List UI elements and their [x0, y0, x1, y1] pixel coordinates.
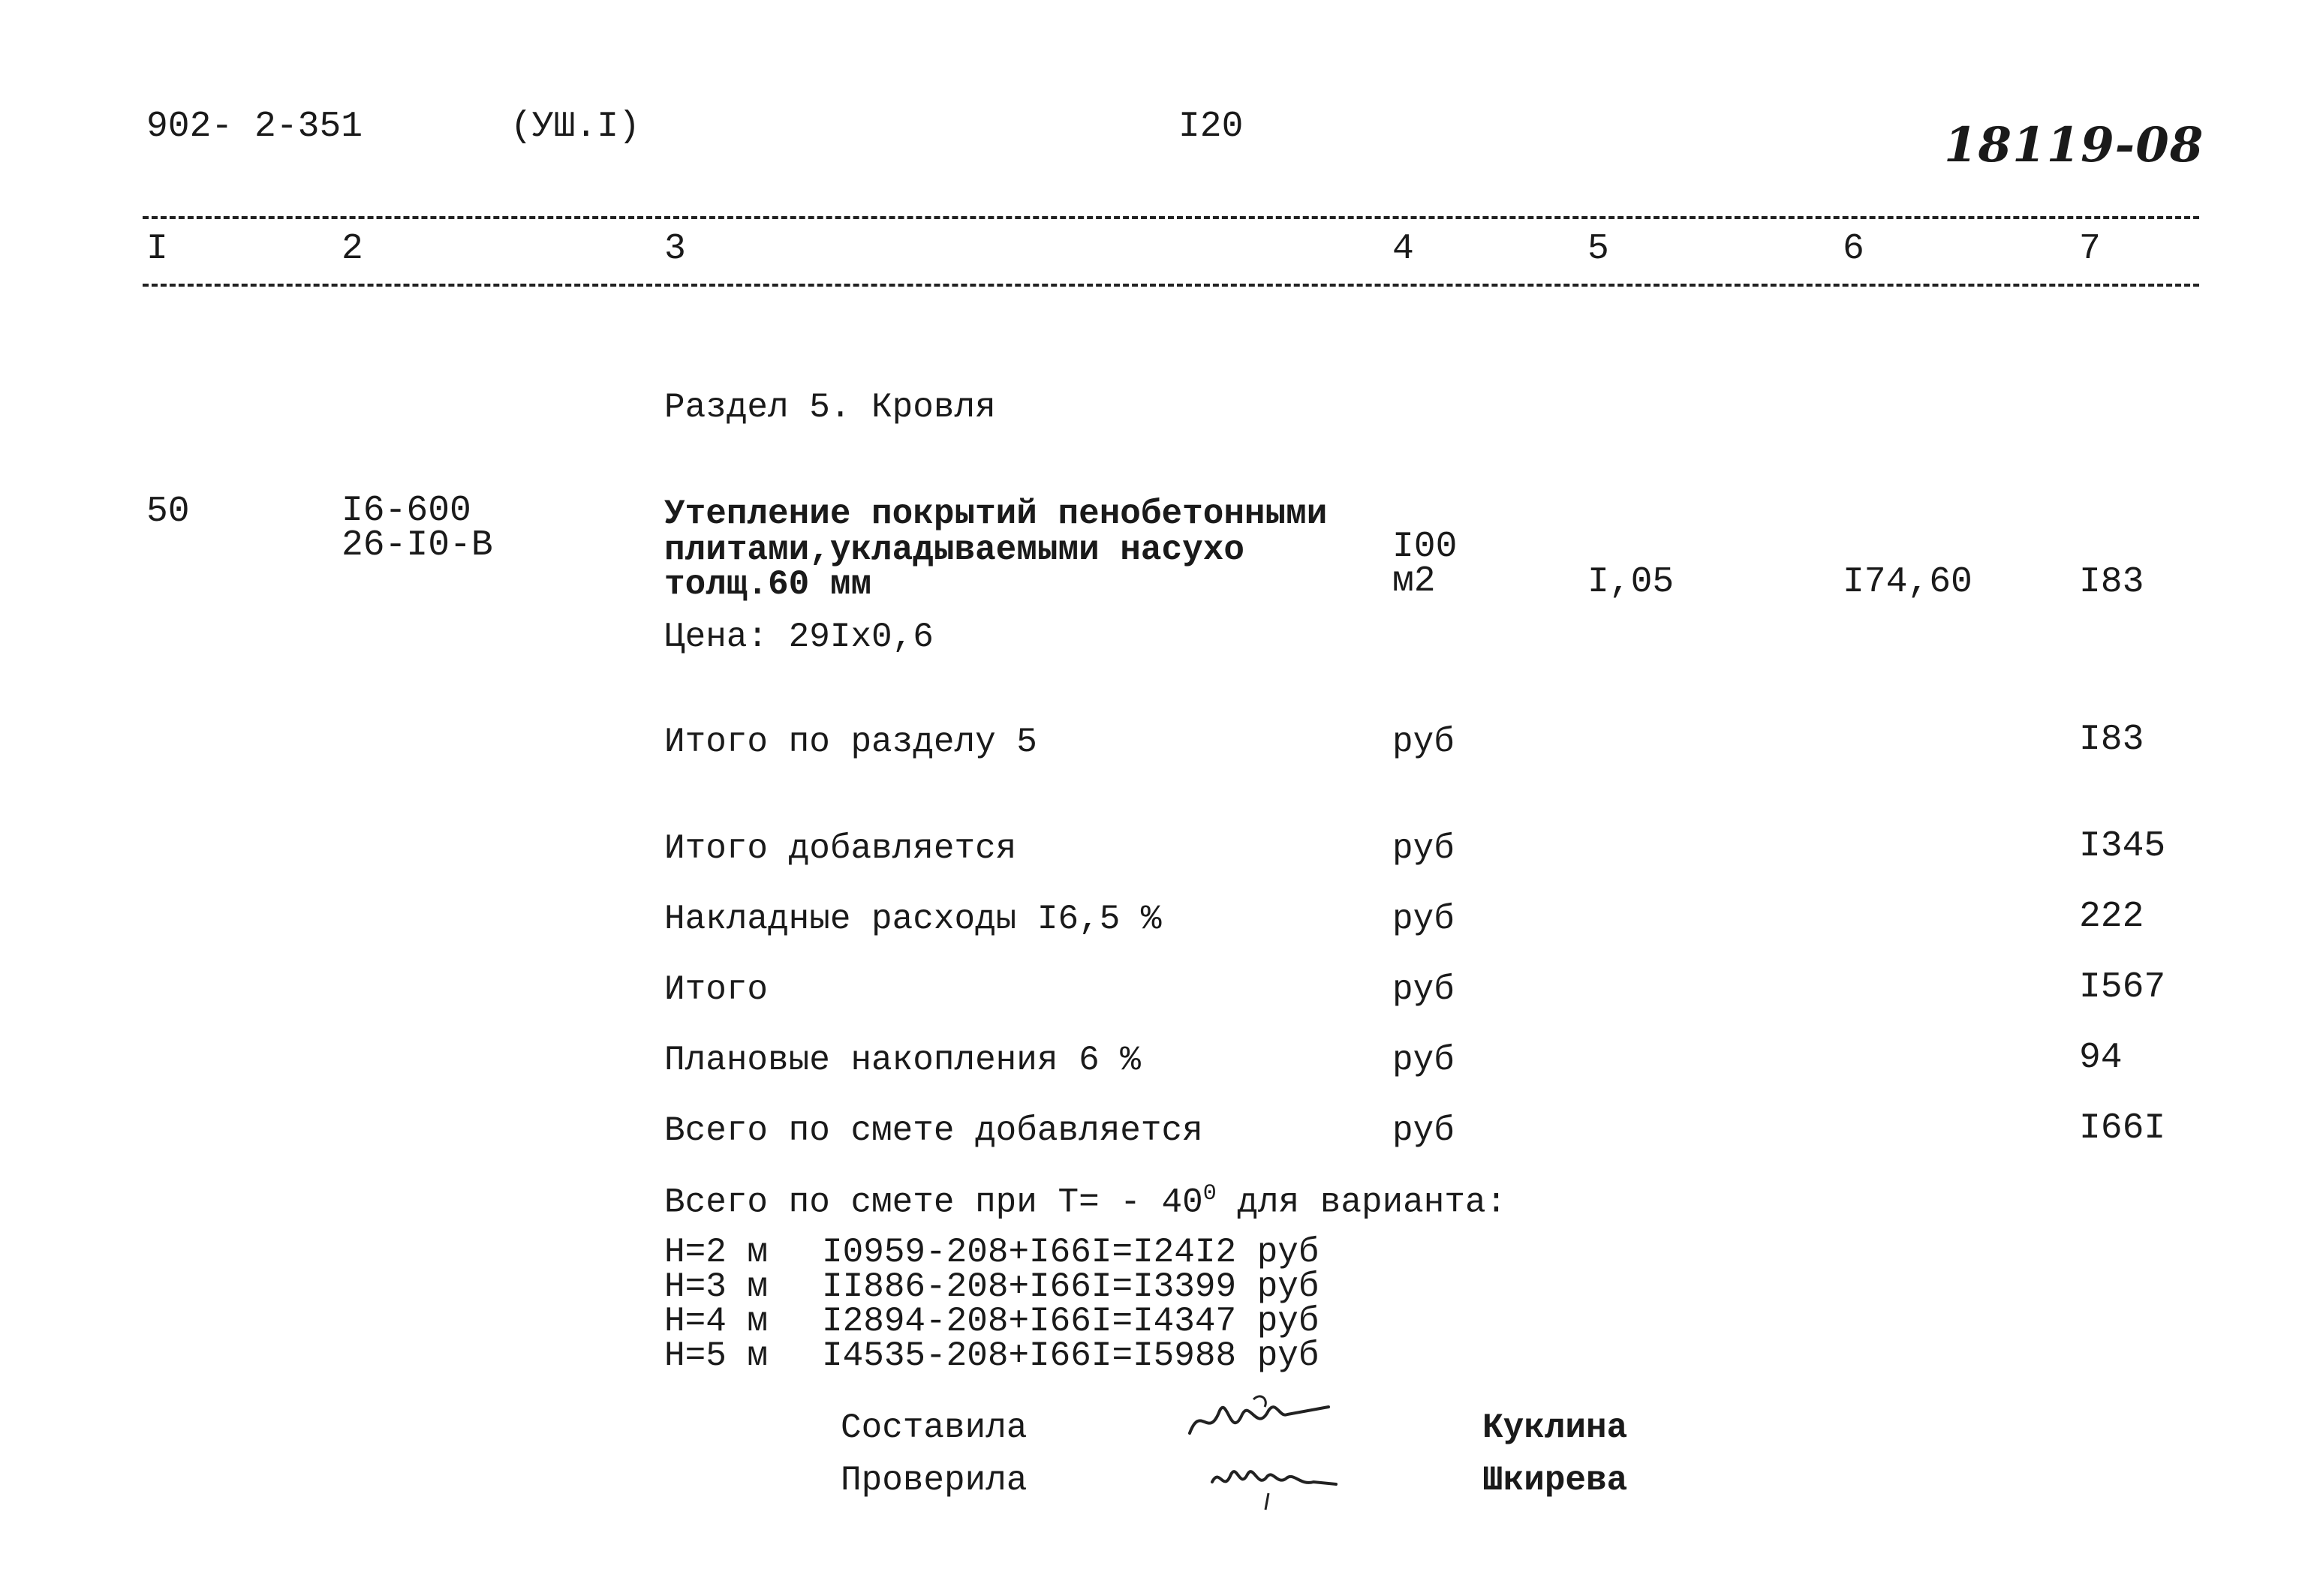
- column-4-header: 4: [1392, 229, 1414, 269]
- column-3-header: 3: [664, 229, 686, 269]
- summary-label-subtotal: Итого: [664, 970, 769, 1009]
- summary-label-planned-savings: Плановые накопления 6 %: [664, 1041, 1141, 1080]
- variant-height: Н=3 м: [664, 1267, 769, 1306]
- variant-calculation: I0959-208+I66I=I24I2 руб: [822, 1233, 1320, 1272]
- item-description-line2: плитами,укладываемыми насухо: [664, 530, 1244, 570]
- compiled-by-name: Куклина: [1482, 1408, 1628, 1447]
- summary-value: I66I: [2079, 1108, 2166, 1149]
- checked-by-name: Шкирева: [1482, 1461, 1628, 1500]
- summary-value: I345: [2079, 826, 2166, 867]
- variant-calculation: II886-208+I66I=I3399 руб: [822, 1267, 1320, 1306]
- variant-calculation: I2894-208+I66I=I4347 руб: [822, 1302, 1320, 1341]
- item-description-line1: Утепление покрытий пенобетонными: [664, 494, 1328, 534]
- summary-unit: руб: [1392, 829, 1455, 868]
- summary-value: 222: [2079, 897, 2144, 937]
- summary-unit: руб: [1392, 970, 1455, 1009]
- top-dashed-rule: [143, 216, 2199, 219]
- variant-calculation: I4535-208+I66I=I5988 руб: [822, 1336, 1320, 1375]
- doc-code: 902- 2-351: [146, 107, 363, 147]
- item-total: I83: [2079, 562, 2144, 603]
- item-unit-line1: I00: [1392, 527, 1458, 567]
- bottom-dashed-rule: [143, 284, 2199, 287]
- summary-label-overhead: Накладные расходы I6,5 %: [664, 900, 1162, 939]
- column-7-header: 7: [2079, 229, 2101, 269]
- summary-label-grand-added: Всего по смете добавляется: [664, 1111, 1203, 1150]
- summary-label-section-total: Итого по разделу 5: [664, 723, 1037, 762]
- item-price-note: Цена: 29Ix0,6: [664, 618, 934, 657]
- item-unit-line2: м2: [1392, 561, 1436, 602]
- item-quantity: I,05: [1587, 562, 1675, 603]
- summary-value: I567: [2079, 967, 2166, 1008]
- variants-title-suffix: для варианта:: [1216, 1183, 1507, 1222]
- summary-unit: руб: [1392, 1111, 1455, 1150]
- summary-label-added-total: Итого добавляется: [664, 829, 1017, 868]
- column-6-header: 6: [1843, 229, 1864, 269]
- variants-title-prefix: Всего по смете при Т= - 40: [664, 1183, 1203, 1222]
- variant-height: Н=4 м: [664, 1302, 769, 1341]
- archive-number: 18119-08: [1944, 117, 2204, 173]
- item-description-line3: толщ.60 мм: [664, 565, 872, 604]
- page-number: I20: [1178, 107, 1244, 147]
- compiled-signature: [1186, 1388, 1336, 1448]
- summary-value: 94: [2079, 1038, 2123, 1078]
- summary-unit: руб: [1392, 723, 1455, 762]
- summary-value: I83: [2079, 720, 2144, 760]
- item-number: 50: [146, 491, 190, 532]
- section-title: Раздел 5. Кровля: [664, 388, 996, 427]
- item-code-line2: 26-I0-B: [342, 525, 493, 566]
- checked-signature: [1208, 1448, 1344, 1516]
- variant-height: Н=2 м: [664, 1233, 769, 1272]
- checked-by-label: Проверила: [841, 1461, 1028, 1500]
- item-unit-price: I74,60: [1843, 562, 1972, 603]
- item-code-line1: I6-600: [342, 491, 471, 531]
- column-2-header: 2: [342, 229, 363, 269]
- section-code: (УШ.I): [510, 107, 640, 147]
- summary-unit: руб: [1392, 1041, 1455, 1080]
- variant-height: Н=5 м: [664, 1336, 769, 1375]
- column-1-header: I: [146, 229, 168, 269]
- variants-title: [664, 1181, 1507, 1222]
- column-5-header: 5: [1587, 229, 1609, 269]
- compiled-by-label: Составила: [841, 1408, 1028, 1447]
- summary-unit: руб: [1392, 900, 1455, 939]
- degree-superscript: 0: [1202, 1181, 1217, 1207]
